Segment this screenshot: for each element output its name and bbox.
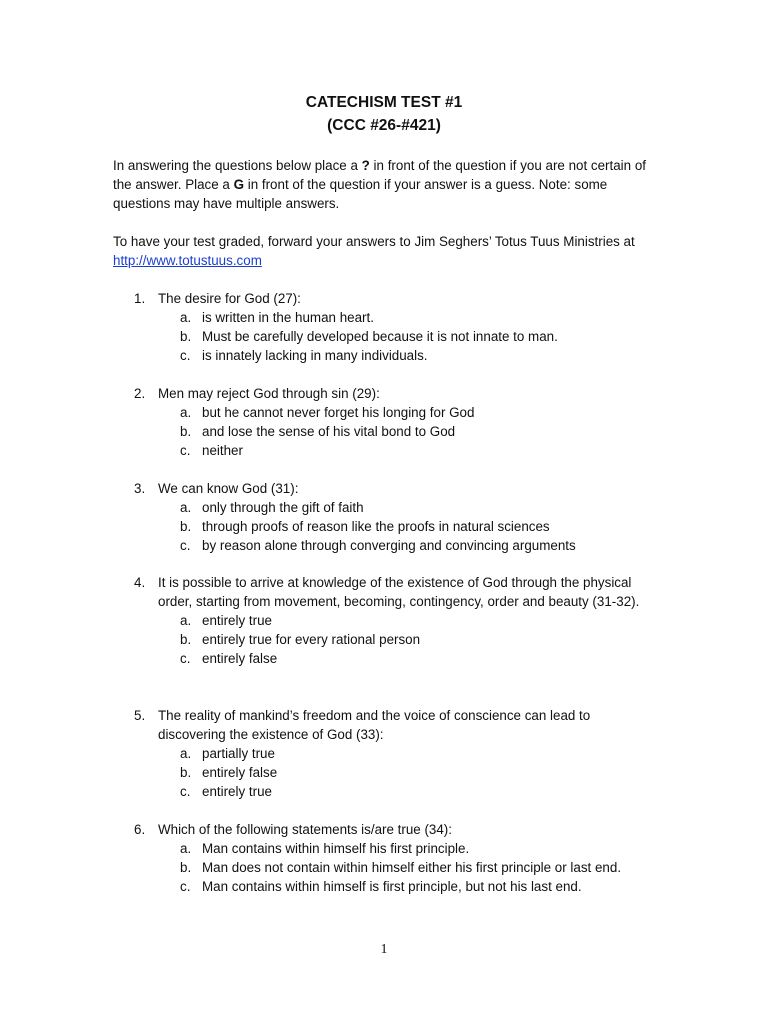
option-text: entirely true <box>202 784 272 799</box>
option-letter: b. <box>180 860 192 875</box>
mark-question: ? <box>361 158 370 173</box>
option-letter: a. <box>180 613 192 628</box>
option-b <box>180 858 654 877</box>
question-number: 4. <box>134 575 146 590</box>
option-text: is written in the human heart. <box>202 310 374 325</box>
option-text: and lose the sense of his vital bond to God <box>202 424 456 439</box>
question-text: It is possible to arrive at knowledge of the existence of God through the physical order, starting from movement, becoming, contingency, order and beauty (31-32). <box>158 575 640 609</box>
option-text: Man contains within himself his first principle. <box>202 841 470 856</box>
option-c <box>180 782 654 801</box>
option-text: partially true <box>202 746 275 761</box>
option-a <box>180 403 654 422</box>
option-c <box>180 536 654 555</box>
option-text: but he cannot never forget his longing for God <box>202 405 475 420</box>
option-text: by reason alone through converging and convincing arguments <box>202 538 576 553</box>
option-letter: b. <box>180 765 192 780</box>
option-letter: b. <box>180 424 192 439</box>
option-letter: a. <box>180 841 192 856</box>
question-number: 1. <box>134 291 146 306</box>
option-text: Must be carefully developed because it is not innate to man. <box>202 329 558 344</box>
page-title: CATECHISM TEST #1 <box>305 94 463 111</box>
page-subtitle: (CCC #26-#421) <box>327 117 441 134</box>
grading-paragraph <box>113 232 661 270</box>
option-text: is innately lacking in many individuals. <box>202 348 428 363</box>
page-number: 1 <box>380 942 388 957</box>
option-text: entirely true <box>202 613 272 628</box>
totustuus-link[interactable]: http://www.totustuus.com <box>113 253 262 268</box>
question-text: Which of the following statements is/are true (34): <box>158 822 452 837</box>
option-b <box>180 517 654 536</box>
option-c <box>180 441 654 460</box>
question-number: 6. <box>134 822 146 837</box>
option-letter: c. <box>180 651 191 666</box>
option-letter: c. <box>180 348 191 363</box>
option-text: Man contains within himself is first principle, but not his last end. <box>202 879 582 894</box>
option-b <box>180 422 654 441</box>
option-letter: c. <box>180 538 191 553</box>
question-6 <box>134 820 654 896</box>
option-letter: c. <box>180 784 191 799</box>
option-letter: c. <box>180 443 191 458</box>
option-letter: a. <box>180 500 192 515</box>
option-a <box>180 498 654 517</box>
option-letter: b. <box>180 632 192 647</box>
option-a <box>180 744 654 763</box>
question-number: 3. <box>134 481 146 496</box>
option-a <box>180 839 654 858</box>
option-letter: c. <box>180 879 191 894</box>
question-text: We can know God (31): <box>158 481 299 496</box>
instructions-text-3: in front of the question if your answer is a guess. Note: some questions may have multiple answers. <box>113 177 608 211</box>
instructions-text-1: In answering the questions below place a <box>113 158 362 173</box>
question-text: The reality of mankind’s freedom and the voice of conscience can lead to discovering the existence of God (33): <box>158 708 591 742</box>
option-b <box>180 327 654 346</box>
option-letter: a. <box>180 310 192 325</box>
option-letter: b. <box>180 329 192 344</box>
instructions-text-2: in front of the question if you are not certain of the answer. Place a <box>113 158 646 192</box>
question-text: Men may reject God through sin (29): <box>158 386 380 401</box>
option-b <box>180 630 654 649</box>
question-number: 5. <box>134 708 146 723</box>
option-text: entirely true for every rational person <box>202 632 421 647</box>
option-letter: a. <box>180 405 192 420</box>
question-5 <box>134 706 654 801</box>
question-1 <box>134 289 654 365</box>
option-letter: a. <box>180 746 192 761</box>
option-a <box>180 611 654 630</box>
option-c <box>180 877 654 896</box>
option-text: entirely false <box>202 765 278 780</box>
option-text: Man does not contain within himself either his first principle or last end. <box>202 860 622 875</box>
question-number: 2. <box>134 386 146 401</box>
option-text: neither <box>202 443 243 458</box>
option-c <box>180 649 654 668</box>
question-3 <box>134 479 654 555</box>
option-text: entirely false <box>202 651 278 666</box>
mark-guess: G <box>233 177 245 192</box>
option-text: through proofs of reason like the proofs in natural sciences <box>202 519 550 534</box>
option-letter: b. <box>180 519 192 534</box>
option-text: only through the gift of faith <box>202 500 364 515</box>
option-b <box>180 763 654 782</box>
question-4 <box>134 573 654 668</box>
instructions-paragraph <box>113 156 661 213</box>
question-2 <box>134 384 654 460</box>
option-c <box>180 346 654 365</box>
option-a <box>180 308 654 327</box>
question-text: The desire for God (27): <box>158 291 301 306</box>
grading-text: To have your test graded, forward your answers to Jim Seghers’ Totus Tuus Ministries at <box>113 234 635 249</box>
